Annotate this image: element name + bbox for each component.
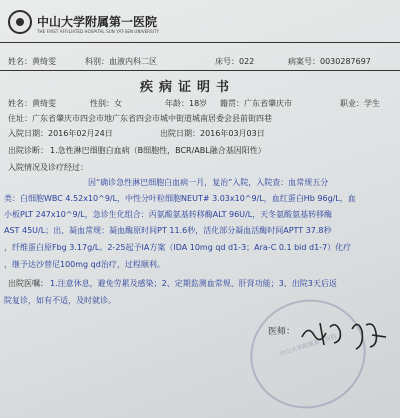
patient-name: 姓名：黄绮雯: [8, 99, 56, 108]
info-bed: 床号：022: [215, 57, 255, 66]
hospital-seal-text: 中山大学附属第一医院: [278, 332, 338, 359]
course-line: 因“确诊急性淋巴细胞白血病一月，复治”入院，入院查：血常规五分: [88, 178, 329, 187]
diagnosis-text: 1.急性淋巴细胞白血病（B细胞性，BCR/ABL融合基因阳性）: [50, 146, 266, 155]
patient-gender: 性别：女: [90, 99, 122, 108]
header-divider-bottom: [0, 70, 400, 71]
course-line: AST 45U/L；出、凝血常规：凝血酶原时间PT 11.6秒，活化部分凝血活酶时间APTT 37.8秒: [4, 226, 332, 235]
patient-address: 住址：广东省肇庆市四会市地广东省四会市城中街道城南居委会县前街四巷: [8, 114, 272, 123]
course-line: ，继予达沙替尼100mg qd治疗，过程顺利。: [4, 260, 165, 269]
discharge-date: 出院日期：2016年03月03日: [160, 129, 265, 138]
hospital-name: 中山大学附属第一医院: [37, 15, 158, 29]
hospital-logo-icon: [8, 10, 32, 34]
header-divider-top: [0, 42, 400, 43]
patient-occupation: 职业：学生: [340, 99, 380, 108]
patient-age: 年龄：18岁: [165, 99, 208, 108]
info-record: 病案号：0030287697: [288, 57, 371, 66]
info-dept: 科别：血液内科二区: [85, 57, 157, 66]
advice-line: 院复诊，如有不适，及时就诊。: [4, 296, 116, 305]
document-title: 疾病证明书: [140, 80, 236, 95]
course-label: 入院情况及诊疗经过：: [8, 163, 88, 172]
info-name: 姓名：黄绮雯: [8, 57, 56, 66]
course-line: 小板PLT 247x10^9/L，急诊生化组合：丙氨酸氨基转移酶ALT 96U/L，天冬氨酸氨基转移酶: [4, 210, 333, 219]
course-line: 类：白细胞WBC 4.52x10^9/L，中性分叶粒细胞NEUT# 3.03x10^9/L，血红蛋白Hb 96g/L，血: [4, 194, 356, 203]
advice-label: 出院医嘱：: [8, 279, 48, 288]
doctor-signature: [300, 315, 390, 355]
admission-date: 入院日期：2016年02月24日: [8, 129, 113, 138]
course-line: ，纤维蛋白原Fbg 3.17g/L。2-25起予IA方案（IDA 10mg qd d1-3；Ara-C 0.1 bid d1-7）化疗: [4, 243, 352, 252]
doctor-label: 医师：: [268, 327, 296, 337]
advice-line: 1.注意休息，避免劳累及感染；2、定期监测血常规、肝肾功能；3、出院3天后返: [50, 279, 337, 288]
diagnosis-label: 出院诊断：: [8, 146, 48, 155]
hospital-english-name: THE FIRST AFFILIATED HOSPITAL SUN YAT-SEN UNIVERSITY: [37, 29, 160, 34]
patient-native-place: 籍贯：广东省肇庆市: [220, 99, 292, 108]
